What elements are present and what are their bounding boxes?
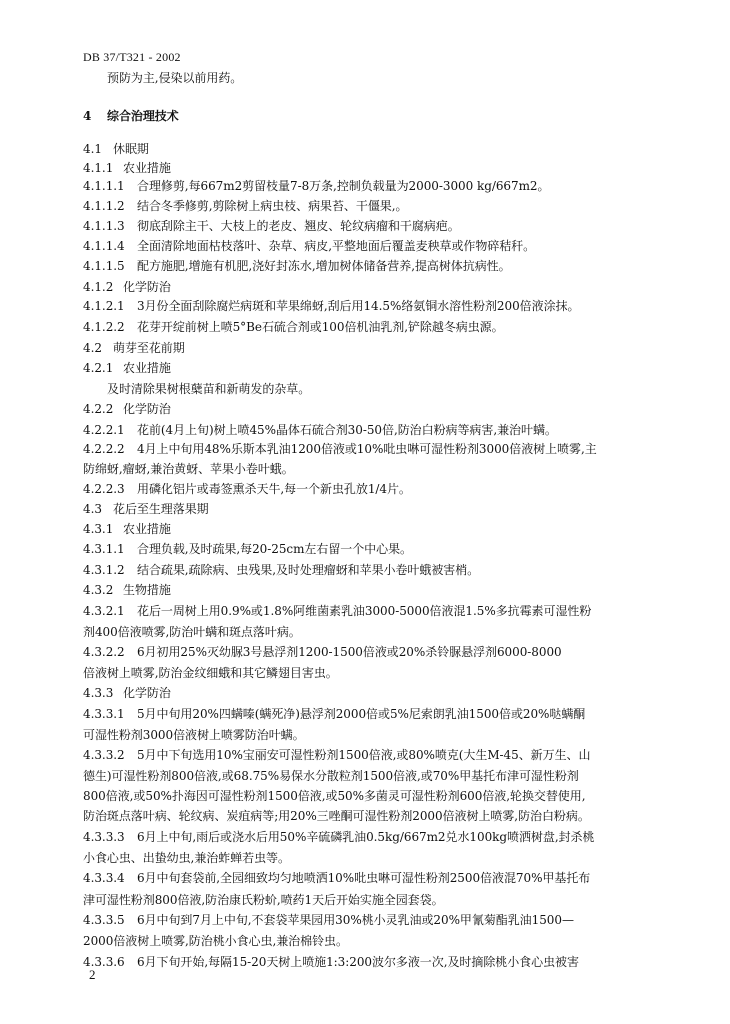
clause-number: 4.3 [83,502,102,516]
line-text: 休眠期 [113,142,149,156]
line-text: 化学防治 [123,686,171,700]
continuation-line [83,665,338,681]
line-text: 花后至生理落果期 [113,502,209,516]
clause-item [83,218,460,234]
continuation-line [83,808,590,824]
continuation-line [83,624,301,640]
clause-item [83,298,579,314]
line-text: 结合冬季修剪,剪除树上病虫枝、病果苔、干僵果,。 [137,199,408,213]
line-text: 花芽开绽前树上喷5°Be石硫合剂或100倍机油乳剂,铲除越冬病虫源。 [137,320,504,334]
line-text: 化学防治 [123,402,171,416]
clause-number: 4.2.1 [83,361,114,375]
line-text: 剂400倍液喷雾,防治叶螨和斑点落叶病。 [83,625,301,639]
clause-number: 4.3.1.1 [83,542,125,556]
line-text: 6月中旬到7月上中旬,不套袋苹果园用30%桃小灵乳油或20%甲氰菊酯乳油1500— [137,913,574,927]
subsection-heading [83,141,149,157]
clause-number: 4.3.3.4 [83,871,125,885]
paragraph-line [107,381,310,397]
clause-number: 4.2.2 [83,402,114,416]
clause-item [83,747,590,763]
continuation-line [83,933,348,949]
clause-number: 4.2.2.2 [83,442,125,456]
clause-number: 4.3.3.1 [83,707,125,721]
continuation-line [83,892,444,908]
clause-heading [83,582,171,598]
clause-item [83,562,479,578]
clause-number: 4.3.3.3 [83,830,125,844]
clause-number: 4 [83,109,92,123]
clause-number: 4.1.1.2 [83,199,125,213]
clause-item [83,541,412,557]
line-text: 合理修剪,每667m2剪留枝量7-8万条,控制负载量为2000-3000 kg/667m2。 [137,179,550,193]
clause-number: 4.3.3.5 [83,913,125,927]
clause-number: 4.1.1.1 [83,179,125,193]
clause-heading [83,360,171,376]
continuation-line [83,788,585,804]
clause-number: 4.2.2.3 [83,482,125,496]
clause-number: 4.1.1.4 [83,239,125,253]
line-text: 5月中下旬选用10%宝丽安可湿性粉剂1500倍液,或80%喷克(大生M-45、新万生、山 [137,748,591,762]
clause-heading [83,685,171,701]
clause-item [83,644,562,660]
line-text: 花后一周树上用0.9%或1.8%阿维菌素乳油3000-5000倍液混1.5%多抗霉素可湿性粉 [137,604,592,618]
page-number: 2 [89,967,96,982]
line-text: 可湿性粉剂3000倍液树上喷雾防治叶螨。 [83,728,305,742]
clause-number: 4.1 [83,142,102,156]
clause-number: 4.2.2.1 [83,423,125,437]
line-text: 预防为主,侵染以前用药。 [107,71,243,85]
clause-heading [83,521,171,537]
clause-number: 4.3.1 [83,522,114,536]
line-text: 配方施肥,增施有机肥,浇好封冻水,增加树体储备营养,提高树体抗病性。 [137,259,511,273]
clause-item [83,198,407,214]
line-text: 合理负载,及时疏果,每20-25cm左右留一个中心果。 [137,542,412,556]
line-text: 用磷化铝片或毒签熏杀天牛,每一个新虫孔放1/4片。 [137,482,411,496]
line-text: 综合治理技术 [107,109,179,123]
line-text: 全面清除地面枯枝落叶、杂草、病皮,平整地面后覆盖麦秧草或作物碎秸秆。 [137,239,536,253]
clause-number: 4.3.2.1 [83,604,125,618]
clause-item [83,258,511,274]
line-text: 小食心虫、出蛰幼虫,兼治蚱蝉若虫等。 [83,851,290,865]
clause-number: 4.2 [83,341,102,355]
standard-code-header: DB 37/T321 - 2002 [83,50,181,64]
line-text: 防绵蚜,瘤蚜,兼治黄蚜、苹果小卷叶蛾。 [83,462,294,476]
clause-item [83,441,597,457]
clause-number: 4.3.3 [83,686,114,700]
clause-number: 4.3.3.6 [83,955,125,969]
clause-number: 4.1.2 [83,280,114,294]
line-text: 化学防治 [123,280,171,294]
line-text: 结合疏果,疏除病、虫残果,及时处理瘤蚜和苹果小卷叶蛾被害梢。 [137,563,480,577]
clause-item [83,481,411,497]
subsection-heading [83,501,209,517]
clause-item [83,829,594,845]
line-text: 2000倍液树上喷雾,防治桃小食心虫,兼治棉铃虫。 [83,934,348,948]
line-text: 6月初用25%灭幼脲3号悬浮剂1200-1500倍液或20%杀铃脲悬浮剂6000-8000 [137,645,562,659]
clause-number: 4.3.2.2 [83,645,125,659]
section-heading [83,108,179,124]
clause-number: 4.1.1.5 [83,259,125,273]
line-text: 800倍液,或50%扑海因可湿性粉剂1500倍液,或50%多菌灵可湿性粉剂600倍液,轮换交替使用, [83,789,586,803]
line-text: 农业措施 [123,361,171,375]
line-text: 及时清除果树根蘖苗和新萌发的杂草。 [107,382,311,396]
line-text: 3月份全面刮除腐烂病斑和苹果绵蚜,刮后用14.5%络氨铜水溶性粉剂200倍液涂抹。 [137,299,580,313]
line-text: 6月上中旬,雨后或浇水后用50%辛硫磷乳油0.5kg/667m2兑水100kg喷洒树盘,封杀桃 [137,830,595,844]
clause-number: 4.3.3.2 [83,748,125,762]
line-text: 6月中旬套袋前,全园细致均匀地喷洒10%吡虫啉可湿性粉剂2500倍液混70%甲基托布 [137,871,591,885]
clause-item [83,178,549,194]
clause-item [83,954,579,970]
clause-item [83,603,591,619]
subsection-heading [83,340,185,356]
paragraph-line [107,70,242,86]
clause-item [83,706,585,722]
continuation-line [83,461,294,477]
line-text: 防治斑点落叶病、轮纹病、炭疽病等;用20%三唑酮可湿性粉剂2000倍液树上喷雾,防治白粉病。 [83,809,590,823]
clause-heading [83,401,171,417]
continuation-line [83,768,579,784]
clause-heading [83,160,171,176]
line-text: 萌芽至花前期 [113,341,185,355]
line-text: 生物措施 [123,583,171,597]
line-text: 德生)可湿性粉剂800倍液,或68.75%易保水分散粒剂1500倍液,或70%甲基托布津可湿性粉剂 [83,769,579,783]
line-text: 6月下旬开始,每隔15-20天树上喷施1:3:200波尔多液一次,及时摘除桃小食心虫被害 [137,955,579,969]
line-text: 4月上中旬用48%乐斯本乳油1200倍液或10%吡虫啉可湿性粉剂3000倍液树上喷雾,主 [137,442,597,456]
continuation-line [83,727,305,743]
clause-item [83,422,557,438]
clause-item [83,870,590,886]
clause-item [83,238,535,254]
line-text: 彻底刮除主干、大枝上的老皮、翘皮、轮纹病瘤和干腐病疤。 [137,219,460,233]
clause-number: 4.3.1.2 [83,563,125,577]
clause-item [83,912,574,928]
clause-heading [83,279,171,295]
line-text: 农业措施 [123,522,171,536]
line-text: 津可湿性粉剂800倍液,防治康氏粉蚧,喷药1天后开始实施全园套袋。 [83,893,444,907]
clause-number: 4.1.1 [83,161,114,175]
line-text: 倍液树上喷雾,防治金纹细蛾和其它鳞翅目害虫。 [83,666,338,680]
clause-item [83,319,504,335]
clause-number: 4.3.2 [83,583,114,597]
line-text: 农业措施 [123,161,171,175]
clause-number: 4.1.2.2 [83,320,125,334]
clause-number: 4.1.2.1 [83,299,125,313]
line-text: 5月中旬用20%四螨嗪(螨死净)悬浮剂2000倍或5%尼索朗乳油1500倍或20%哒螨酮 [137,707,586,721]
line-text: 花前(4月上旬)树上喷45%晶体石硫合剂30-50倍,防治白粉病等病害,兼治叶螨。 [137,423,557,437]
continuation-line [83,850,290,866]
clause-number: 4.1.1.3 [83,219,125,233]
